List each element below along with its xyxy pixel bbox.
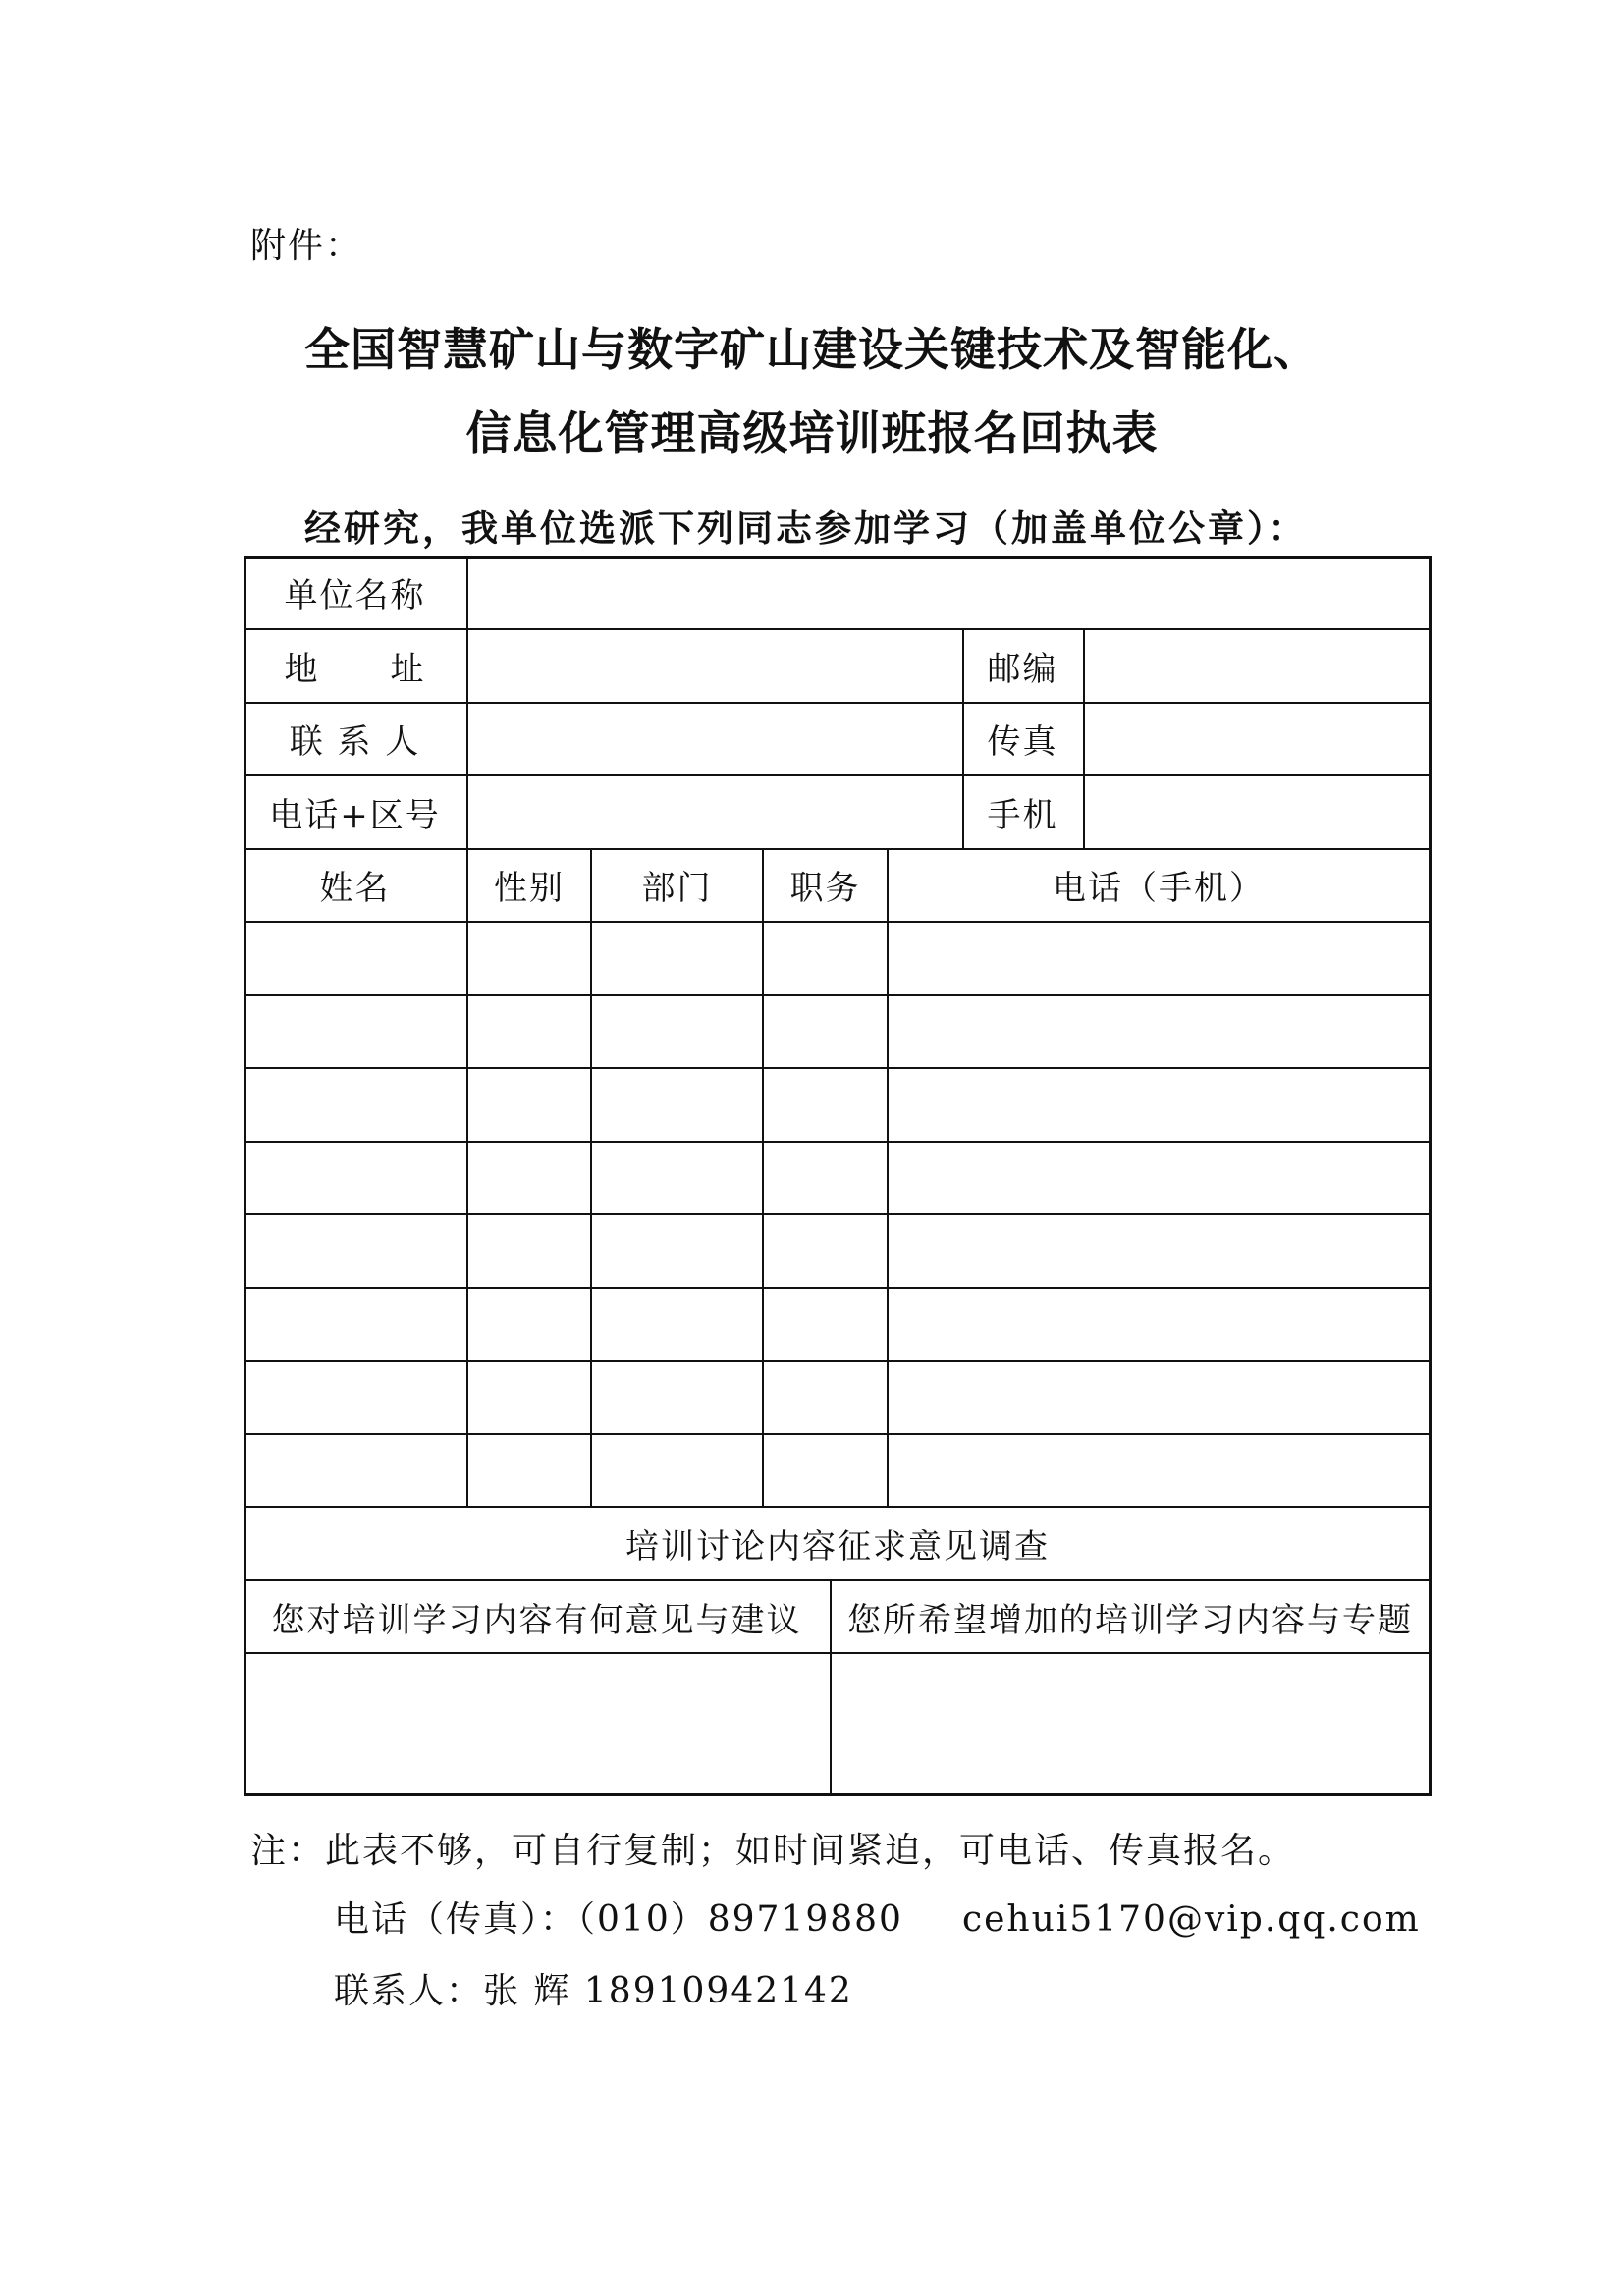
row-line bbox=[244, 1433, 1432, 1435]
contact-person-line: 联系人：张 辉 18910942142 bbox=[334, 1971, 853, 2011]
intro-text: 经研究，我单位选派下列同志参加学习（加盖单位公章）： bbox=[304, 507, 1308, 550]
survey-col-opinions: 您对培训学习内容有何意见与建议 bbox=[271, 1600, 802, 1640]
header-gender: 性别 bbox=[494, 869, 565, 908]
survey-col-topics: 您所希望增加的培训学习内容与专题 bbox=[847, 1600, 1413, 1640]
phone-fax-label: 电话（传真）： bbox=[334, 1899, 578, 1940]
header-department: 部门 bbox=[641, 869, 713, 908]
row-line bbox=[244, 921, 1432, 923]
header-phone: 电话（手机） bbox=[1053, 869, 1265, 908]
table-border-bottom bbox=[244, 1793, 1432, 1796]
note-line: 注：此表不够，可自行复制；如时间紧迫，可电话、传真报名。 bbox=[250, 1831, 1296, 1871]
phone-area-field[interactable] bbox=[468, 776, 962, 848]
row-line bbox=[244, 1141, 1432, 1143]
contact-label: 联 系 人 bbox=[289, 722, 421, 762]
phone-area-label: 电话+区号 bbox=[269, 795, 441, 835]
row-line bbox=[244, 1360, 1432, 1362]
row-line bbox=[244, 994, 1432, 996]
form-title-line-2: 信息化管理高级培训班报名回执表 bbox=[465, 406, 1159, 459]
unit-name-field[interactable] bbox=[468, 558, 1429, 628]
postcode-label: 邮编 bbox=[987, 649, 1058, 689]
phone-number: （010）89719880 bbox=[577, 1899, 903, 1940]
form-title-line-1: 全国智慧矿山与数字矿山建设关键技术及智能化、 bbox=[304, 323, 1320, 376]
address-field[interactable] bbox=[468, 630, 962, 702]
address-label: 地 址 bbox=[284, 649, 426, 689]
column-line bbox=[590, 848, 592, 1506]
fax-label: 传真 bbox=[987, 722, 1058, 762]
mobile-label: 手机 bbox=[987, 795, 1058, 835]
email-address: cehui5170@vip.qq.com bbox=[961, 1899, 1421, 1940]
header-position: 职务 bbox=[789, 869, 861, 908]
postcode-field[interactable] bbox=[1085, 630, 1429, 702]
column-line bbox=[887, 848, 889, 1506]
unit-name-label: 单位名称 bbox=[284, 575, 426, 615]
row-line bbox=[244, 1213, 1432, 1215]
row-line bbox=[244, 1287, 1432, 1289]
column-line bbox=[762, 848, 764, 1506]
fax-field[interactable] bbox=[1085, 704, 1429, 774]
annex-label: 附件： bbox=[250, 226, 363, 266]
mobile-field[interactable] bbox=[1085, 776, 1429, 848]
phone-fax-line bbox=[334, 1892, 1421, 1942]
survey-topics-field[interactable] bbox=[832, 1654, 1429, 1793]
table-border-right bbox=[1429, 556, 1432, 1796]
contact-field[interactable] bbox=[468, 704, 962, 774]
header-name: 姓名 bbox=[319, 869, 391, 908]
row-line bbox=[244, 1067, 1432, 1069]
survey-title: 培训讨论内容征求意见调查 bbox=[625, 1527, 1050, 1567]
registration-form-table bbox=[244, 556, 1432, 1796]
survey-opinions-field[interactable] bbox=[246, 1654, 830, 1793]
